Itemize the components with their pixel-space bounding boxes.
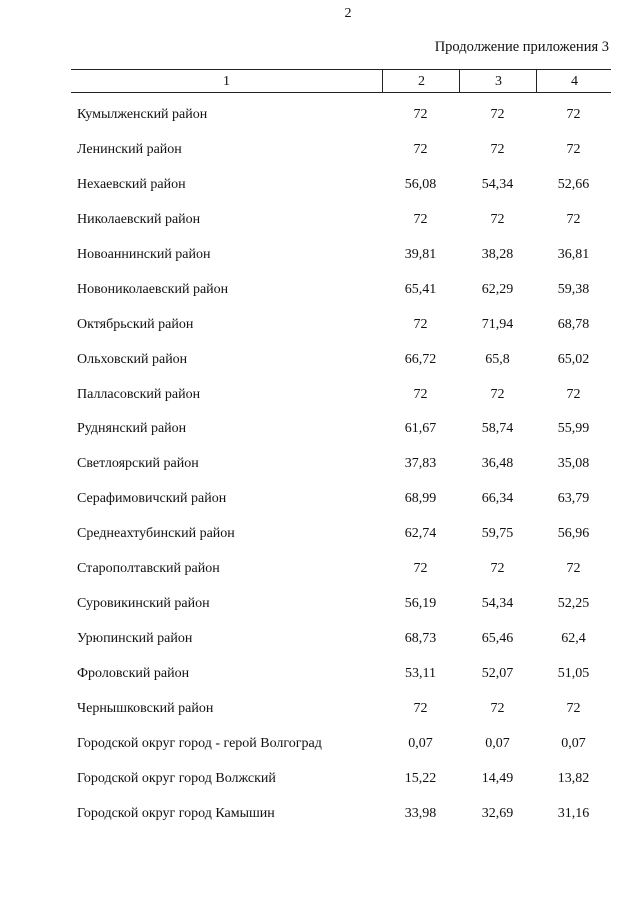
district-name: Серафимовичский район <box>77 491 227 507</box>
value-col-3: 38,28 <box>481 246 514 262</box>
table-row <box>71 526 611 561</box>
value-col-4: 52,25 <box>557 596 590 612</box>
table-row <box>71 736 611 771</box>
value-col-2: 37,83 <box>404 456 437 472</box>
value-col-4: 72 <box>566 107 581 122</box>
table-row <box>71 666 611 701</box>
value-col-4: 35,08 <box>557 456 590 472</box>
district-name: Фроловский район <box>77 666 190 681</box>
district-name: Николаевский район <box>77 211 201 227</box>
value-col-2: 72 <box>413 211 428 227</box>
table-row <box>71 491 611 526</box>
value-col-3: 62,29 <box>481 281 514 297</box>
district-name: Палласовский район <box>77 386 201 402</box>
district-name: Городской округ город Камышин <box>77 805 275 821</box>
value-col-4: 13,82 <box>557 770 590 786</box>
column-header-2: 2 <box>382 70 460 92</box>
value-col-2: 72 <box>413 700 428 716</box>
value-col-4: 62,4 <box>561 631 586 647</box>
district-name: Городской округ город - герой Волгоград <box>77 735 322 751</box>
table-body <box>71 107 611 841</box>
district-name: Кумылженский район <box>77 107 208 122</box>
value-col-2: 39,81 <box>404 246 437 262</box>
page-number: 2 <box>344 6 352 21</box>
district-name: Городской округ город Волжский <box>77 770 276 786</box>
value-col-3: 72 <box>490 700 505 716</box>
value-col-2: 56,19 <box>404 596 437 612</box>
value-col-3: 65,8 <box>485 351 510 367</box>
value-col-3: 36,48 <box>481 456 514 472</box>
value-col-4: 65,02 <box>557 351 590 367</box>
district-name: Новоаннинский район <box>77 246 211 262</box>
value-col-2: 56,08 <box>404 176 437 192</box>
value-col-3: 72 <box>490 386 505 402</box>
district-name: Старополтавский район <box>77 561 220 577</box>
value-col-3: 72 <box>490 141 505 157</box>
table-row <box>71 421 611 456</box>
table-row <box>71 631 611 666</box>
value-col-3: 65,46 <box>481 631 514 647</box>
value-col-2: 53,11 <box>405 666 436 681</box>
value-col-2: 15,22 <box>404 770 437 786</box>
table-row <box>71 771 611 806</box>
value-col-3: 32,69 <box>481 805 514 821</box>
table-row <box>71 142 611 177</box>
table-row <box>71 212 611 247</box>
value-col-2: 68,73 <box>404 631 437 647</box>
district-name: Октябрьский район <box>77 316 194 332</box>
value-col-2: 62,74 <box>404 526 437 542</box>
district-name: Светлоярский район <box>77 456 199 472</box>
district-name: Среднеахтубинский район <box>77 526 235 542</box>
table-row <box>71 352 611 387</box>
table-row <box>71 387 611 422</box>
value-col-4: 0,07 <box>561 735 586 751</box>
value-col-4: 72 <box>566 141 581 157</box>
value-col-3: 66,34 <box>481 491 514 507</box>
value-col-4: 31,16 <box>557 805 590 821</box>
district-name: Нехаевский район <box>77 176 186 192</box>
value-col-2: 72 <box>413 561 428 577</box>
value-col-4: 72 <box>566 700 581 716</box>
district-name: Суровикинский район <box>77 596 210 612</box>
table-row <box>71 317 611 352</box>
value-col-3: 59,75 <box>481 526 514 542</box>
value-col-3: 52,07 <box>481 666 514 681</box>
value-col-3: 14,49 <box>481 770 514 786</box>
table-row <box>71 177 611 212</box>
value-col-3: 58,74 <box>481 421 514 437</box>
value-col-2: 72 <box>413 316 428 332</box>
table-row <box>71 561 611 596</box>
table-row <box>71 247 611 282</box>
column-header-3: 3 <box>459 70 537 92</box>
value-col-4: 56,96 <box>557 526 590 542</box>
value-col-3: 54,34 <box>481 176 514 192</box>
value-col-2: 66,72 <box>404 351 437 367</box>
data-table <box>71 69 611 841</box>
district-name: Чернышковский район <box>77 700 214 716</box>
value-col-4: 72 <box>566 386 581 402</box>
table-row <box>71 701 611 736</box>
value-col-3: 71,94 <box>481 316 514 332</box>
value-col-2: 72 <box>413 386 428 402</box>
value-col-3: 72 <box>490 107 505 122</box>
district-name: Руднянский район <box>77 421 187 437</box>
value-col-4: 59,38 <box>557 281 590 297</box>
value-col-2: 72 <box>413 141 428 157</box>
value-col-3: 72 <box>490 561 505 577</box>
value-col-2: 61,67 <box>404 421 437 437</box>
value-col-3: 54,34 <box>481 596 514 612</box>
value-col-4: 55,99 <box>557 421 590 437</box>
value-col-3: 72 <box>490 211 505 227</box>
district-name: Новониколаевский район <box>77 281 229 297</box>
column-header-1: 1 <box>223 74 230 89</box>
value-col-4: 51,05 <box>557 666 590 681</box>
value-col-4: 72 <box>566 561 581 577</box>
table-row <box>71 107 611 142</box>
district-name: Ольховский район <box>77 351 188 367</box>
value-col-2: 68,99 <box>404 491 437 507</box>
value-col-4: 52,66 <box>557 176 590 192</box>
value-col-4: 63,79 <box>557 491 590 507</box>
value-col-2: 33,98 <box>404 805 437 821</box>
table-row <box>71 282 611 317</box>
value-col-2: 65,41 <box>404 281 437 297</box>
district-name: Урюпинский район <box>77 631 193 647</box>
value-col-4: 36,81 <box>557 246 590 262</box>
value-col-3: 0,07 <box>485 735 510 751</box>
value-col-2: 0,07 <box>408 735 433 751</box>
value-col-2: 72 <box>413 107 428 122</box>
district-name: Ленинский район <box>77 141 182 157</box>
value-col-4: 72 <box>566 211 581 227</box>
table-row <box>71 456 611 491</box>
column-header-4: 4 <box>536 70 612 92</box>
table-row <box>71 806 611 841</box>
table-header-row <box>71 69 611 93</box>
table-row <box>71 596 611 631</box>
continuation-label: Продолжение приложения 3 <box>434 39 609 55</box>
value-col-4: 68,78 <box>557 316 590 332</box>
